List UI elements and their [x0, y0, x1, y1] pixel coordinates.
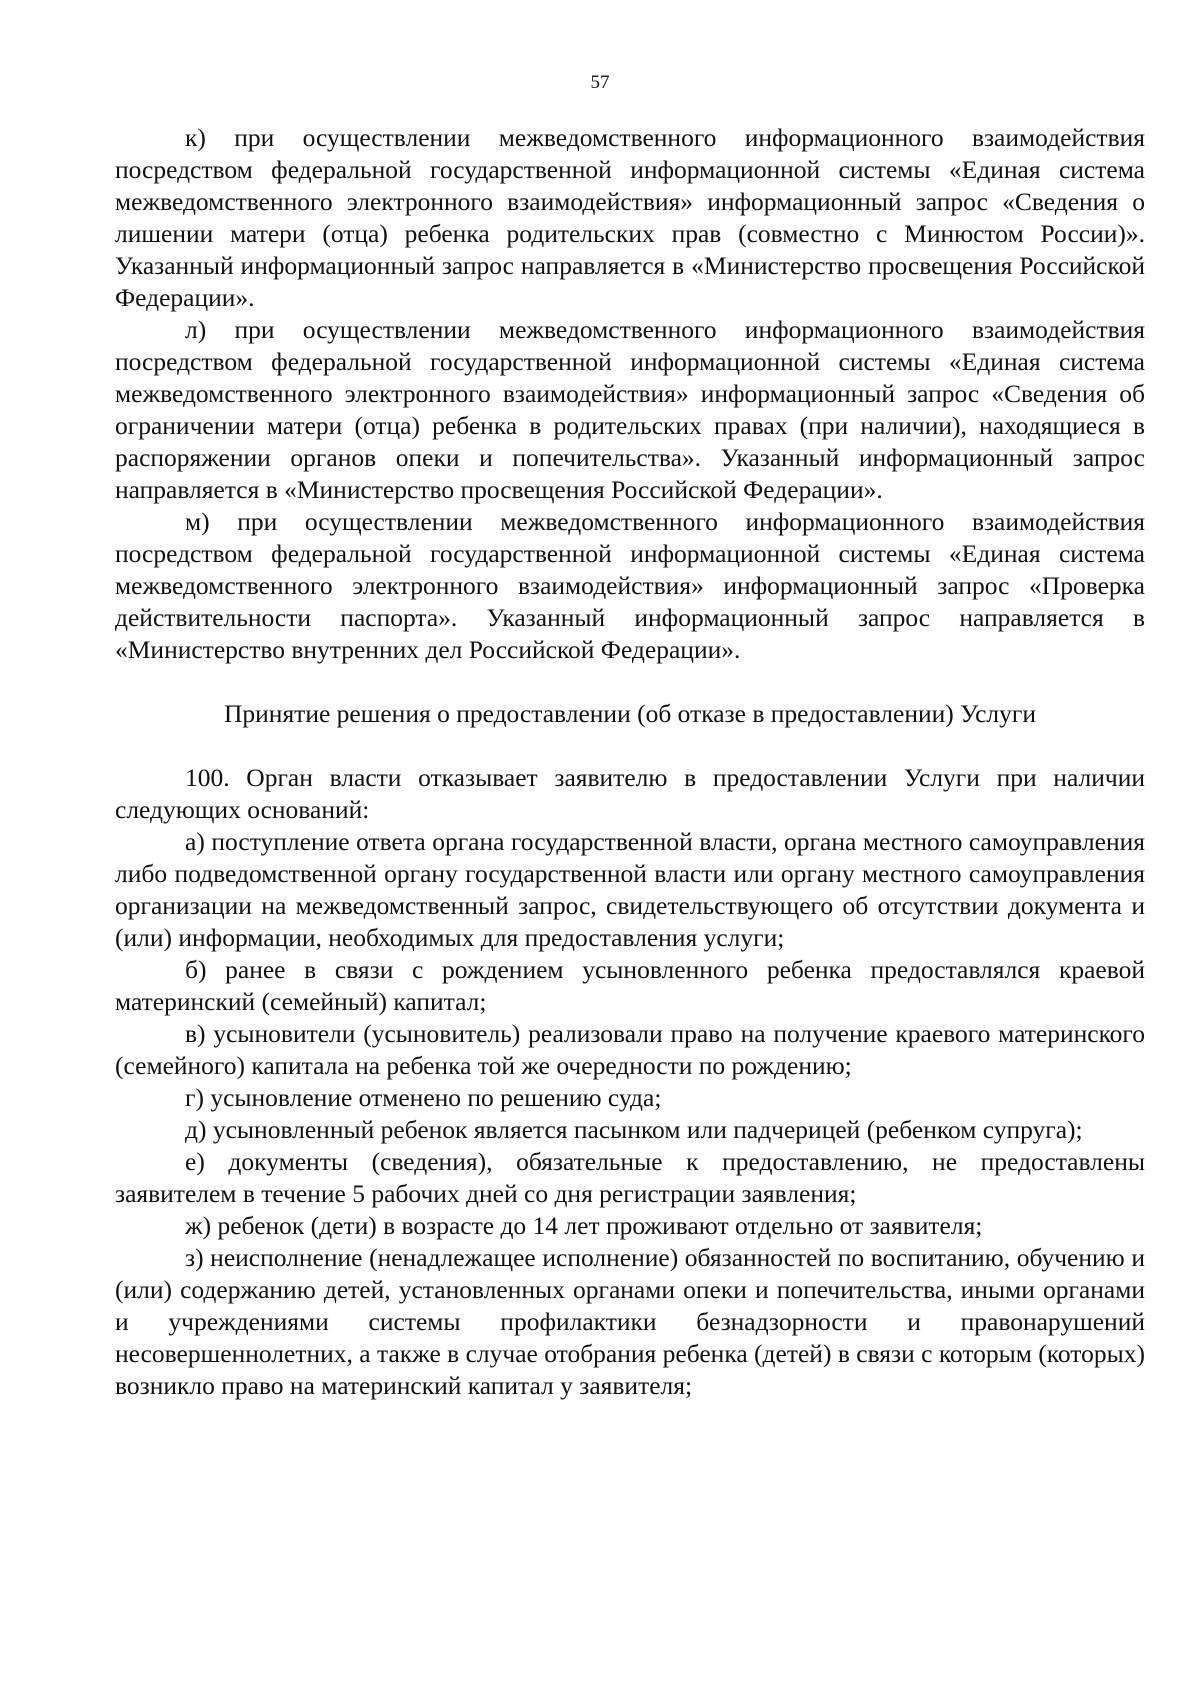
paragraph-d: д) усыновленный ребенок является пасынком или падчерицей (ребенком супруга); [185, 1115, 1083, 1144]
paragraph-v: в) усыновители (усыновитель) реализовали право на получение краевого материнского (семейного) капитала на ребенка той же очередности по рождению; [115, 1019, 1145, 1080]
paragraph-z: з) неисполнение (ненадлежащее исполнение) обязанностей по воспитанию, обучению и (или) содержанию детей, установленных органами опеки и попечительства, иными органами и учреждениями системы профилактики безнадзорности и правонарушений несовершеннолетних, а также в случае отобрания ребенка (детей) в связи с которым (которых) возникло право на материнский капитал у заявителя; [115, 1243, 1145, 1400]
paragraph-a: а) поступление ответа органа государственной власти, органа местного самоуправления либо подведомственной органу государственной власти или органу местного самоуправления организации на межведомственный запрос, свидетельствующего об отсутствии документа и (или) информации, необходимых для предоставления услуги; [115, 827, 1145, 952]
paragraph-m: м) при осуществлении межведомственного информационного взаимодействия посредством федеральной государственной информационной системы «Единая система межведомственного электронного взаимодействия» информационный запрос «Проверка действительности паспорта». Указанный информационный запрос направляется в «Министерство внутренних дел Российской Федерации». [115, 507, 1145, 664]
paragraph-100: 100. Орган власти отказывает заявителю в предоставлении Услуги при наличии следующих оснований: [115, 763, 1145, 824]
page-number: 57 [590, 72, 610, 93]
paragraph-e: е) документы (сведения), обязательные к предоставлению, не предоставлены заявителем в течение 5 рабочих дней со дня регистрации заявления; [115, 1147, 1145, 1208]
paragraph-g: г) усыновление отменено по решению суда; [185, 1083, 662, 1112]
paragraph-b: б) ранее в связи с рождением усыновленного ребенка предоставлялся краевой материнский (семейный) капитал; [115, 955, 1145, 1016]
document-body [115, 122, 1145, 1402]
paragraph-l: л) при осуществлении межведомственного информационного взаимодействия посредством федеральной государственной информационной системы «Единая система межведомственного электронного взаимодействия» информационный запрос «Сведения об ограничении матери (отца) ребенка в родительских правах (при наличии), находящиеся в распоряжении органов опеки и попечительства». Указанный информационный запрос направляется в «Министерство просвещения Российской Федерации». [115, 315, 1145, 504]
paragraph-k: к) при осуществлении межведомственного информационного взаимодействия посредством федеральной государственной информационной системы «Единая система межведомственного электронного взаимодействия» информационный запрос «Сведения о лишении матери (отца) ребенка родительских прав (совместно с Минюстом России)». Указанный информационный запрос направляется в «Министерство просвещения Российской Федерации». [115, 123, 1145, 312]
paragraph-zh: ж) ребенок (дети) в возрасте до 14 лет проживают отдельно от заявителя; [185, 1211, 983, 1240]
section-heading: Принятие решения о предоставлении (об отказе в предоставлении) Услуги [223, 699, 1037, 728]
